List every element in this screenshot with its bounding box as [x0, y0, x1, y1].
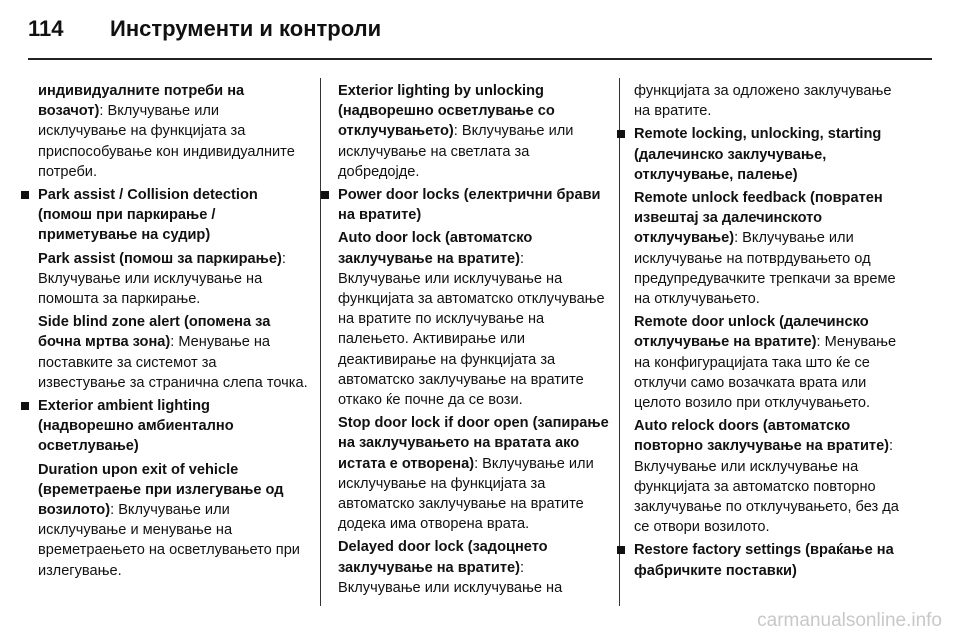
setting-text: : Вклучување или исклучување и менување на времетраењето на осветлувањето при излегување.	[38, 502, 300, 579]
setting-description	[338, 413, 610, 534]
bullet-item	[616, 540, 902, 580]
setting-description	[634, 312, 902, 413]
setting-text: : Вклучување или исклучување на	[338, 559, 563, 596]
setting-title: Duration upon exit of vehicle (времетраење при излегување од возилото)	[38, 461, 284, 519]
bullet-item	[616, 124, 902, 185]
setting-text: : Менување на поставките за системот за известување за странична слепа точка.	[38, 334, 308, 391]
setting-title: Park assist / Collision detection (помош при паркирање / приметување на судир)	[38, 187, 258, 244]
bullet-item	[20, 185, 308, 246]
bullet-square-icon	[617, 130, 625, 138]
bullet-square-icon	[617, 546, 625, 554]
setting-text: : Вклучување или исклучување на потврдувањето од предупредувачките трепкачи за време на отклучувањето.	[634, 230, 896, 308]
watermark: carmanualsonline.info	[757, 610, 942, 631]
setting-text: : Менување на конфигурацијата така што ќе се отклучи само возачката врата или целото возило при отклучувањето.	[634, 334, 897, 412]
setting-description	[634, 81, 902, 121]
setting-title: Power door locks (електрични брави на вратите)	[338, 187, 601, 224]
setting-title: Remote door unlock (далечинско отклучување на вратите)	[634, 314, 869, 351]
setting-title: Remote unlock feedback (повратен извештај за далечинското отклучување)	[634, 190, 883, 247]
setting-description	[38, 81, 308, 182]
setting-description	[634, 416, 902, 537]
setting-text: : Вклучување или исклучување на функцијата за автоматско заклучување на вратите додека има отворена врата.	[338, 455, 594, 533]
column-divider	[320, 78, 321, 606]
header-rule	[28, 58, 932, 60]
setting-text: функцијата за одложено заклучување на вратите.	[634, 83, 892, 120]
setting-title: Stop door lock if door open (запирање на заклучувањето на вратата ако истата е отворена)	[338, 415, 609, 472]
setting-title: Auto door lock (автоматско заклучување на вратите)	[338, 230, 533, 267]
setting-description	[338, 228, 610, 410]
bullet-square-icon	[21, 402, 29, 410]
text-column-2	[338, 78, 610, 601]
setting-description	[38, 249, 308, 310]
setting-title: Restore factory settings (враќање на фабричките поставки)	[634, 542, 894, 579]
setting-title: Remote locking, unlocking, starting (далечинско заклучување, отклучување, палење)	[634, 126, 882, 183]
setting-text: : Вклучување или исклучување на помошта за паркирање.	[38, 250, 286, 308]
text-column-1	[38, 78, 308, 584]
setting-description	[38, 460, 308, 581]
setting-title: Park assist (помош за паркирање)	[38, 250, 282, 267]
setting-title: Side blind zone alert (опомена за бочна мртва зона)	[38, 314, 271, 351]
page-number: 114	[28, 16, 64, 41]
setting-description	[338, 81, 610, 182]
setting-title: Exterior lighting by unlocking (надворешно осветлување со отклучувањето)	[338, 83, 555, 140]
setting-text: : Вклучување или исклучување на функцијата за автоматско повторно заклучување по отклучувањето, без да се отвори возилото.	[634, 438, 899, 536]
setting-description	[634, 188, 902, 309]
setting-title: Auto relock doors (автоматско повторно заклучување на вратите)	[634, 418, 890, 455]
bullet-square-icon	[21, 191, 29, 199]
page-header	[28, 14, 381, 44]
setting-text: : Вклучување или исклучување на функцијата за приспособување кон индивидуалните потреби.	[38, 103, 295, 180]
bullet-square-icon	[321, 191, 329, 199]
bullet-item	[320, 185, 610, 225]
text-column-3	[634, 78, 902, 584]
bullet-item	[20, 396, 308, 457]
setting-title: индивидуалните потреби на возачот)	[38, 83, 245, 120]
setting-title: Exterior ambient lighting (надворешно амбиентално осветлување)	[38, 398, 234, 455]
setting-description	[38, 312, 308, 393]
setting-text: : Вклучување или исклучување на функцијата за автоматско отклучување на вратите по исклучување на палењето. Активирање или деактивирање на функцијата за автоматско заклучување на вратите откако ќе почне да се вози.	[338, 250, 605, 409]
chapter-title: Инструменти и контроли	[110, 16, 382, 41]
setting-title: Delayed door lock (задоцнето заклучување на вратите)	[338, 539, 548, 576]
setting-description	[338, 537, 610, 598]
setting-text: : Вклучување или исклучување на светлата за добредојде.	[338, 123, 574, 180]
